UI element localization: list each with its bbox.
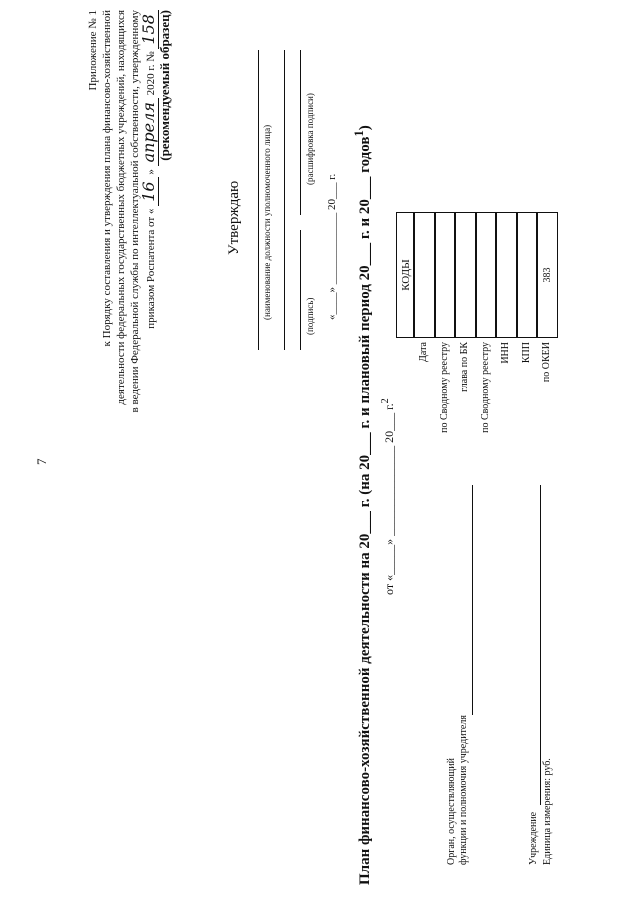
approve-title: Утверждаю — [226, 180, 242, 255]
plan-date-text: от «_____» _______________ 20___ г. — [382, 403, 396, 595]
decipher-line — [300, 50, 301, 215]
signature-caption: (подпись) — [305, 297, 315, 335]
code-row-label: ИНН — [500, 342, 511, 364]
plan-title-text: План финансово-хозяйственной деятельности на 20___ г. (на 20___ г. и плановый период 20___ г. и 20___ годов — [357, 136, 373, 885]
code-row-label: КПП — [520, 342, 532, 364]
order-month: апреля — [139, 98, 159, 166]
code-row-label: по Сводному реестру — [479, 342, 491, 433]
plan-title-footnote: 1 — [352, 130, 366, 137]
plan-title-end: ) — [357, 125, 373, 131]
plan-date-footnote: 2 — [380, 398, 391, 404]
code-value-cell: 383 — [537, 212, 558, 338]
code-value-cell — [414, 212, 435, 338]
institution-line — [540, 485, 541, 805]
position-line-2 — [284, 50, 285, 350]
plan-date — [380, 398, 397, 595]
page-number: 7 — [34, 458, 49, 465]
appendix-block — [86, 10, 172, 412]
unit-label: Единица измерения: руб. — [542, 758, 553, 865]
codes-header-cell — [396, 212, 414, 338]
appendix-sample-note: (рекомендуемый образец) — [157, 10, 172, 161]
code-row-label: по ОКЕИ — [541, 342, 552, 383]
order-mid: » — [145, 169, 157, 175]
appendix-line-3: деятельности федеральных государственных бюджетных учреждений, находящихся — [115, 10, 127, 405]
order-prefix: приказом Роспатента от « — [145, 208, 157, 329]
order-day: 16 — [139, 177, 159, 205]
organ-label-2: функции и полномочия учредителя — [458, 715, 469, 865]
signature-line — [300, 230, 301, 350]
code-row-label: Дата — [418, 342, 429, 362]
code-row-label: по Сводному реестру — [438, 342, 450, 433]
codes-header: КОДЫ — [400, 259, 412, 291]
code-value-cell — [455, 212, 476, 338]
appendix-line-5 — [139, 10, 158, 412]
position-caption: (наименование должности уполномоченного лица) — [262, 124, 272, 320]
order-number: 158 — [139, 10, 159, 49]
code-value-cell — [476, 212, 497, 338]
code-value-cell — [517, 212, 538, 338]
position-line — [258, 50, 259, 350]
organ-label-1: Орган, осуществляющий — [446, 758, 457, 865]
code-row-label: глава по БК — [459, 342, 470, 392]
code-value-cell — [496, 212, 517, 338]
plan-title — [352, 125, 374, 885]
decipher-caption: (расшифровка подписи) — [305, 93, 315, 185]
institution-label: Учреждение — [528, 811, 539, 865]
appendix-line-4: в ведении Федеральной службы по интеллектуальной собственности, утвержденному — [129, 10, 141, 413]
approve-date: «____» _____________ 20___ г. — [326, 173, 338, 320]
code-value-cell — [435, 212, 456, 338]
order-year: 2020 г. № — [145, 51, 157, 96]
appendix-line-2: к Порядку составления и утверждения плана финансово-хозяйственной — [101, 10, 113, 347]
appendix-line-1: Приложение № 1 — [87, 10, 99, 91]
organ-line — [472, 485, 473, 715]
